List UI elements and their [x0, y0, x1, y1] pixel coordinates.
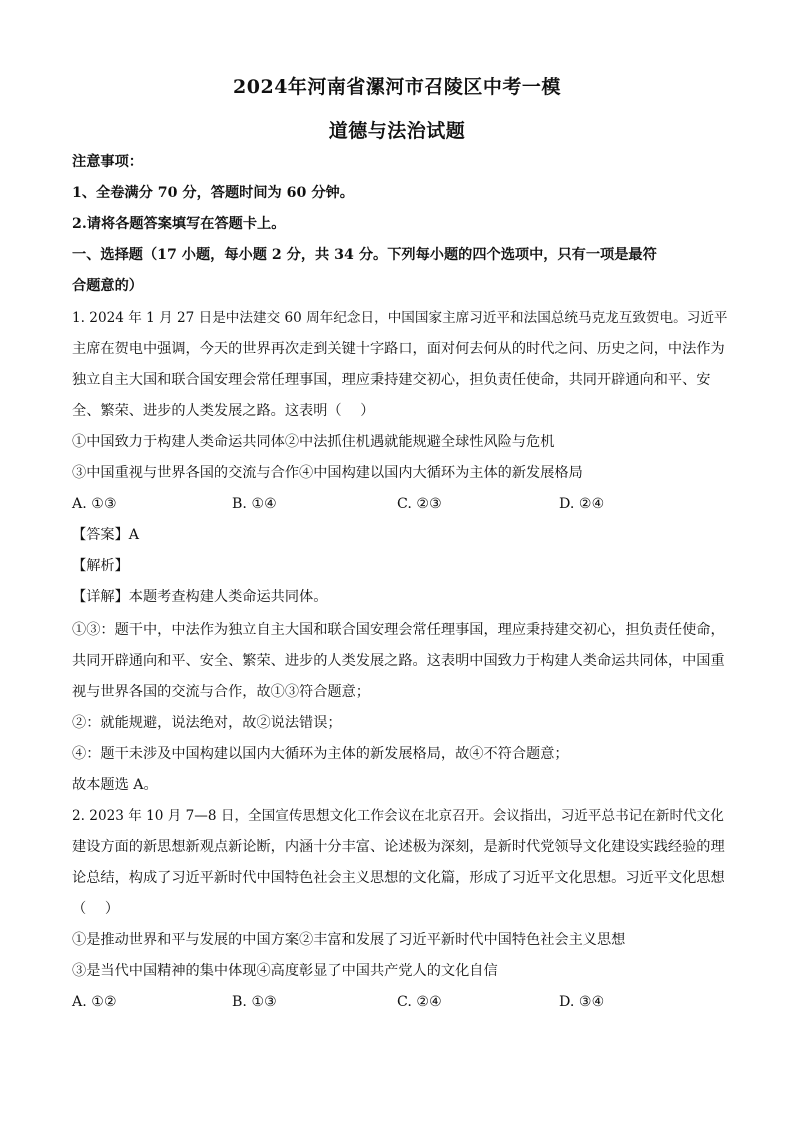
q2-statement: ③是当代中国精神的集中体现④高度彰显了中国共产党人的文化自信: [72, 963, 498, 979]
q1-option-c: C. ②③: [397, 496, 442, 512]
q1-explanation-line: 【详解】本题考查构建人类命运共同体。: [72, 589, 328, 605]
q1-options: [72, 494, 732, 514]
q1-stem-line: 独立自主大国和联合国安理会常任理事国，理应秉持建交初心，担负责任使命，共同开辟通向和平、安: [72, 372, 711, 388]
q1-explanation-line: 故本题选 A。: [72, 777, 158, 793]
q2-stem-line: 建设方面的新思想新观点新论断，内涵十分丰富、论述极为深刻，是新时代党领导文化建设实践经验的理: [72, 839, 725, 855]
q2-options: [72, 992, 732, 1012]
q1-explanation-line: ①③：题干中，中法作为独立自主大国和联合国安理会常任理事国，理应秉持建交初心，担负责任使命，: [72, 622, 725, 638]
q1-option-d: D. ②④: [559, 496, 605, 512]
q2-stem-line: （ ）: [72, 901, 120, 917]
q1-explanation-line: ②：就能规避，说法绝对，故②说法错误；: [72, 715, 342, 731]
q1-option-b: B. ①④: [232, 496, 277, 512]
q2-option-a: A. ①②: [72, 994, 117, 1010]
section-heading-cont: 合题意的）: [72, 278, 143, 294]
q1-answer: 【答案】A: [72, 527, 139, 543]
q2-stem-line: 2. 2023 年 10 月 7—8 日，全国宣传思想文化工作会议在北京召开。会议指出，习近平总书记在新时代文化: [72, 808, 724, 824]
section-heading: 一、选择题（17 小题，每小题 2 分，共 34 分。下列每小题的四个选项中，只有一项是最符: [72, 247, 657, 263]
page-subtitle: 道德与法治试题: [328, 120, 466, 142]
notes-item-1: 1、全卷满分 70 分，答题时间为 60 分钟。: [72, 185, 354, 201]
q1-analysis-label: 【解析】: [72, 558, 129, 574]
q2-option-c: C. ②④: [397, 994, 442, 1010]
q2-stem-line: 论总结，构成了习近平新时代中国特色社会主义思想的文化篇，形成了习近平文化思想。习近平文化思想: [72, 870, 725, 886]
q1-stem-line: 全、繁荣、进步的人类发展之路。这表明（ ）: [72, 403, 375, 419]
q1-stem-line: 主席在贺电中强调，今天的世界再次走到关键十字路口，面对何去何从的时代之问、历史之问，中法作为: [72, 341, 725, 357]
q2-option-b: B. ①③: [232, 994, 277, 1010]
q1-explanation-line: 共同开辟通向和平、安全、繁荣、进步的人类发展之路。这表明中国致力于构建人类命运共同体，中国重: [72, 653, 725, 669]
q1-explanation-line: ④：题干未涉及中国构建以国内大循环为主体的新发展格局，故④不符合题意；: [72, 746, 569, 762]
q1-stem-line: 1. 2024 年 1 月 27 日是中法建交 60 周年纪念日，中国国家主席习近平和法国总统马克龙互致贺电。习近平: [72, 310, 728, 326]
q2-statement: ①是推动世界和平与发展的中国方案②丰富和发展了习近平新时代中国特色社会主义思想: [72, 932, 626, 948]
q2-option-d: D. ③④: [559, 994, 605, 1010]
q1-option-a: A. ①③: [72, 496, 117, 512]
q1-statement: ③中国重视与世界各国的交流与合作④中国构建以国内大循环为主体的新发展格局: [72, 465, 583, 481]
notes-heading: 注意事项：: [72, 154, 143, 170]
q1-explanation-line: 视与世界各国的交流与合作，故①③符合题意；: [72, 684, 370, 700]
page-title: 2024年河南省漯河市召陵区中考一模: [233, 76, 561, 98]
q1-statement: ①中国致力于构建人类命运共同体②中法抓住机遇就能规避全球性风险与危机: [72, 434, 555, 450]
notes-item-2: 2.请将各题答案填写在答题卡上。: [72, 216, 286, 232]
